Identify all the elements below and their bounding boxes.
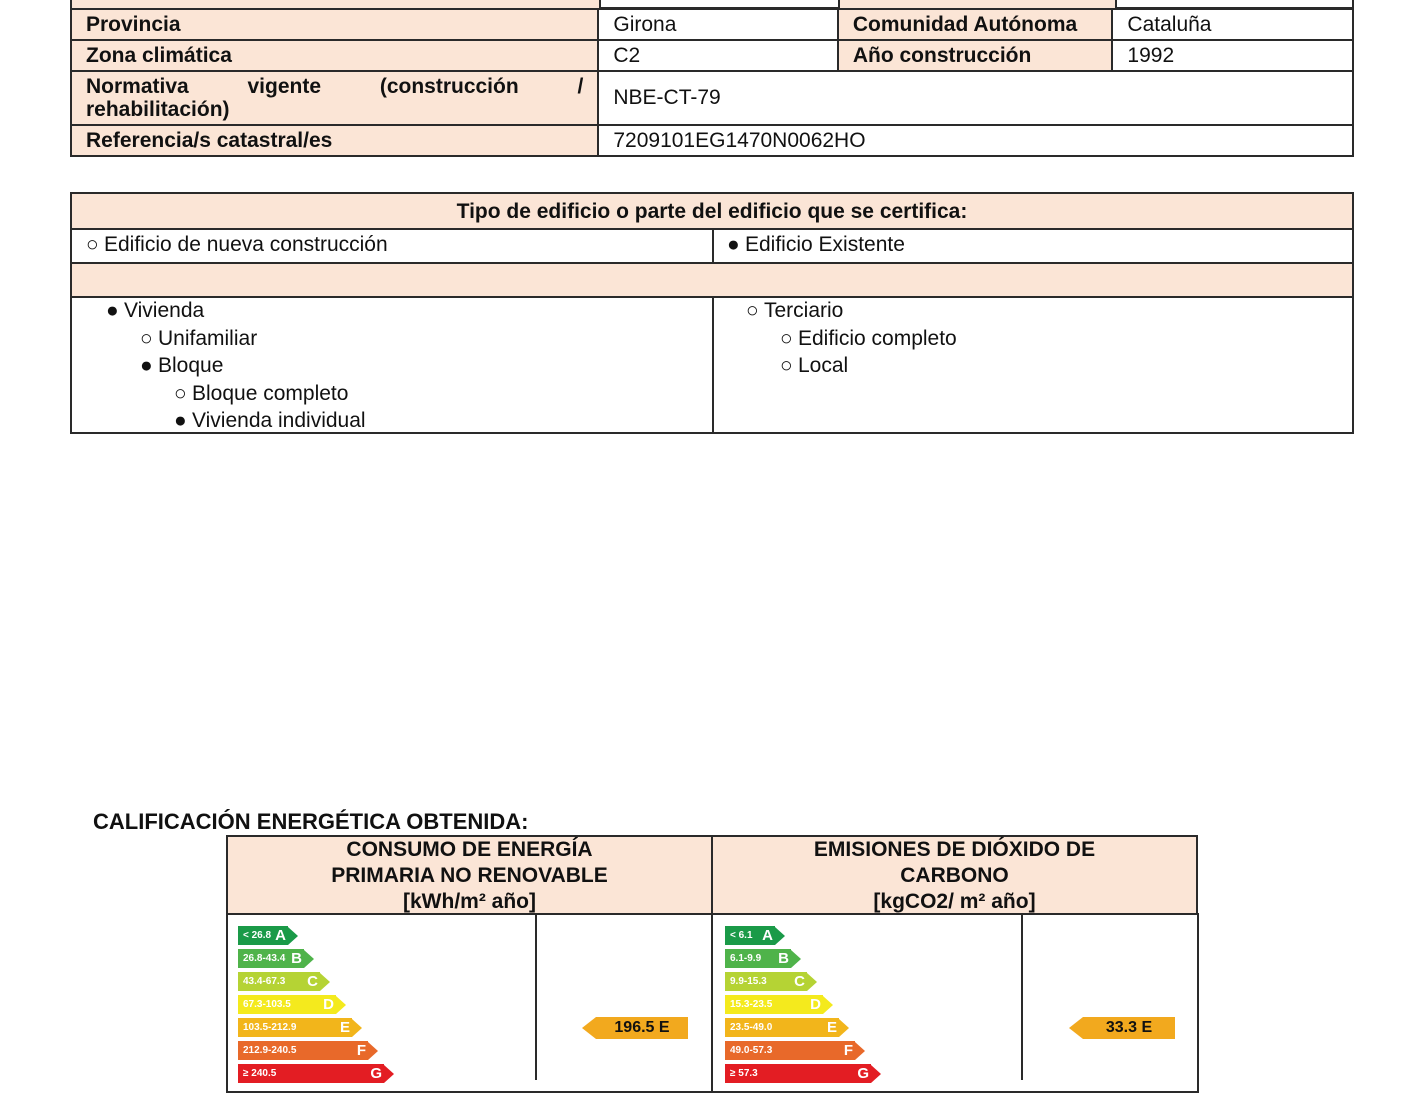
emissions-scale-range: 6.1-9.9: [730, 953, 762, 964]
energy-scale-letter: E: [339, 1019, 350, 1036]
new-construction-option[interactable]: ○ Edificio de nueva construcción: [86, 233, 388, 256]
tertiary-option[interactable]: ○ Terciario: [746, 299, 844, 322]
emissions-scale-letter: G: [857, 1065, 869, 1082]
emissions-result-indicator: [1069, 1017, 1175, 1039]
table-row: [71, 40, 1353, 71]
energy-scale-row-a: [238, 926, 298, 945]
energy-scale-range: 67.3-103.5: [243, 999, 291, 1010]
energy-scale-row-e: [238, 1018, 362, 1037]
radio-empty-icon: ○: [780, 327, 793, 350]
energy-scale-range: 103.5-212.9: [243, 1022, 297, 1033]
emissions-result-letter: E: [1141, 1019, 1153, 1036]
full-block-option[interactable]: ○ Bloque completo: [174, 382, 349, 405]
emissions-title: EMISIONES DE DIÓXIDO DE CARBONO [kgCO2/ m² año]: [813, 838, 1096, 913]
region-value: Cataluña: [1112, 9, 1353, 40]
emissions-scale-row-e: [725, 1018, 849, 1037]
province-label: Provincia: [71, 9, 598, 40]
emissions-scale-row-d: [725, 995, 833, 1014]
emissions-scale-letter: A: [762, 927, 773, 944]
emissions-scale-row-a: [725, 926, 785, 945]
emissions-scale-range: 9.9-15.3: [730, 976, 767, 987]
cadastral-label: Referencia/s catastral/es: [71, 125, 598, 156]
emissions-scale-letter: C: [794, 973, 805, 990]
energy-scale-range: 26.8-43.4: [243, 953, 286, 964]
radio-filled-icon: ●: [106, 299, 119, 322]
emissions-result-value: 33.3: [1105, 1019, 1137, 1036]
single-family-option[interactable]: ○ Unifamiliar: [140, 327, 258, 350]
energy-scale-letter: D: [323, 996, 334, 1013]
emissions-scale-letter: E: [826, 1019, 837, 1036]
energy-title: CONSUMO DE ENERGÍA PRIMARIA NO RENOVABLE [kWh/m² año]: [331, 838, 608, 913]
location-table: [70, 8, 1354, 157]
radio-filled-icon: ●: [174, 409, 187, 432]
individual-dwelling-option[interactable]: ● Vivienda individual: [174, 409, 366, 432]
radio-empty-icon: ○: [86, 233, 99, 256]
regulation-value: NBE-CT-79: [598, 71, 1353, 125]
energy-scale-row-b: [238, 949, 314, 968]
energy-scale-row-d: [238, 995, 346, 1014]
emissions-scale-range: 49.0-57.3: [730, 1045, 773, 1056]
table-row: [71, 125, 1353, 156]
emissions-scale-letter: F: [843, 1042, 853, 1059]
existing-building-option[interactable]: ● Edificio Existente: [727, 233, 905, 256]
energy-result-letter: E: [658, 1019, 670, 1036]
energy-scale-letter: B: [291, 950, 302, 967]
arrow-left-icon: [582, 1017, 596, 1039]
energy-scale-range: ≥ 240.5: [243, 1068, 277, 1079]
arrow-left-icon: [1069, 1017, 1083, 1039]
residential-option[interactable]: ● Vivienda: [106, 299, 205, 322]
radio-empty-icon: ○: [140, 327, 153, 350]
energy-scale-row-c: [238, 972, 330, 991]
climate-zone-value: C2: [598, 40, 837, 71]
emissions-scale-row-b: [725, 949, 801, 968]
premises-option[interactable]: ○ Local: [780, 354, 849, 377]
energy-scale-row-g: [238, 1064, 394, 1083]
emissions-scale-letter: D: [810, 996, 821, 1013]
energy-result-value: 196.5: [614, 1019, 655, 1036]
energy-scale-letter: F: [356, 1042, 366, 1059]
energy-scale-range: 212.9-240.5: [243, 1045, 297, 1056]
full-building-option[interactable]: ○ Edificio completo: [780, 327, 957, 350]
energy-scale-row-f: [238, 1041, 378, 1060]
emissions-scale-row-f: [725, 1041, 865, 1060]
energy-scale-letter: A: [275, 927, 286, 944]
rating-heading: CALIFICACIÓN ENERGÉTICA OBTENIDA:: [93, 809, 529, 834]
emissions-scale-range: 15.3-23.5: [730, 999, 773, 1010]
energy-scale-letter: C: [307, 973, 318, 990]
region-label: Comunidad Autónoma: [838, 9, 1113, 40]
climate-zone-label: Zona climática: [71, 40, 598, 71]
province-value: Girona: [598, 9, 837, 40]
energy-result-indicator: [582, 1017, 688, 1039]
energy-scale-range: < 26.8: [243, 930, 272, 941]
emissions-scale-range: < 6.1: [730, 930, 753, 941]
radio-empty-icon: ○: [780, 354, 793, 377]
emissions-scale-range: 23.5-49.0: [730, 1022, 773, 1033]
emissions-scale-range: ≥ 57.3: [730, 1068, 758, 1079]
radio-empty-icon: ○: [174, 382, 187, 405]
radio-filled-icon: ●: [140, 354, 153, 377]
energy-scale-letter: G: [370, 1065, 382, 1082]
building-type-title: Tipo de edificio o parte del edificio que se certifica:: [456, 200, 968, 223]
block-option[interactable]: ● Bloque: [140, 354, 224, 377]
cadastral-value: 7209101EG1470N0062HO: [598, 125, 1353, 156]
regulation-label: Normativa vigente (construcción / rehabilitación): [71, 71, 598, 125]
radio-empty-icon: ○: [746, 299, 759, 322]
radio-filled-icon: ●: [727, 233, 740, 256]
energy-scale-range: 43.4-67.3: [243, 976, 286, 987]
table-row: [71, 71, 1353, 125]
emissions-scale-row-g: [725, 1064, 881, 1083]
emissions-scale-row-c: [725, 972, 817, 991]
emissions-scale-letter: B: [778, 950, 789, 967]
year-value: 1992: [1112, 40, 1353, 71]
year-label: Año construcción: [838, 40, 1113, 71]
table-row: [71, 9, 1353, 40]
